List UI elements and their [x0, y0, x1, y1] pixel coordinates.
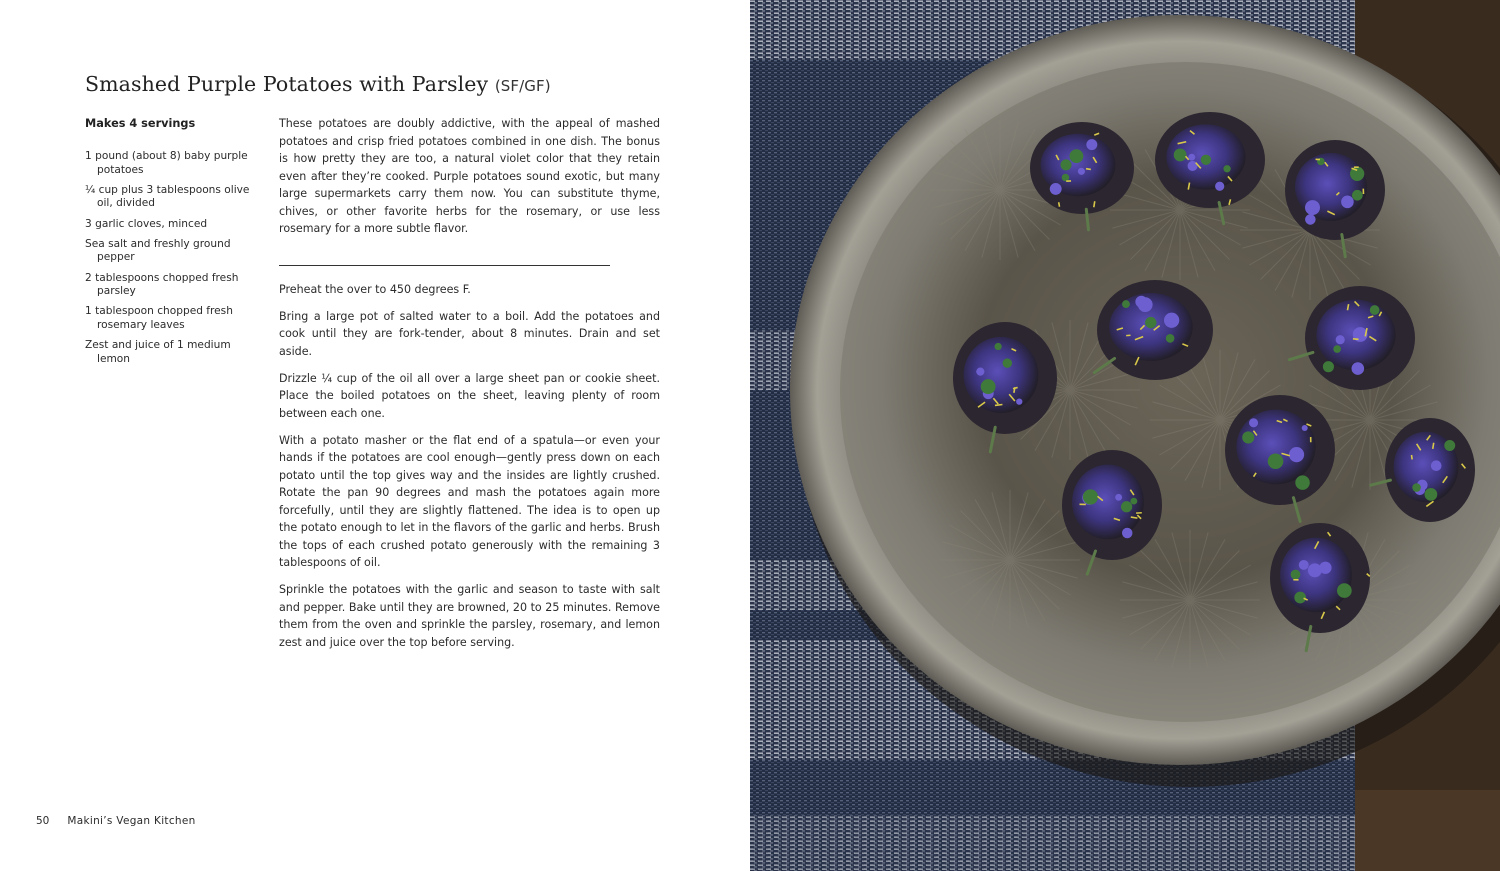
- potato-crumb: [1249, 418, 1258, 427]
- potato-crumb: [1078, 168, 1085, 175]
- potato-crumb: [1188, 154, 1195, 161]
- potato-crumb: [1305, 214, 1316, 225]
- parsley-fleck: [1121, 501, 1132, 512]
- potato-crumb: [1299, 560, 1309, 570]
- parsley-fleck: [1060, 159, 1071, 170]
- parsley-fleck: [995, 343, 1002, 350]
- potato-crumb: [1289, 447, 1304, 462]
- servings-yield: Makes 4 servings: [85, 117, 196, 130]
- lemon-zest: [1293, 579, 1298, 581]
- lemon-zest: [1316, 159, 1321, 161]
- method-step: Drizzle ¼ cup of the oil all over a large sheet pan or cookie sheet. Place the boiled potatoes on the sheet, leaving plenty of room between each one.: [279, 371, 660, 420]
- parsley-fleck: [1425, 488, 1438, 501]
- parsley-fleck: [1444, 440, 1455, 451]
- running-footer-title: Makini’s Vegan Kitchen: [67, 815, 196, 827]
- parsley-fleck: [1145, 317, 1156, 328]
- parsley-fleck: [1062, 174, 1070, 182]
- lemon-zest: [1354, 166, 1359, 168]
- rosemary-leaf: [1086, 209, 1088, 230]
- lemon-zest: [1310, 437, 1312, 442]
- potato-crumb: [976, 367, 984, 375]
- potato-crumb: [1319, 562, 1331, 574]
- potato-crumb: [1305, 200, 1320, 215]
- potato-crumb: [1164, 313, 1179, 328]
- parsley-fleck: [1352, 190, 1363, 201]
- photo-icon: [750, 0, 1500, 871]
- potato-crumb: [1431, 460, 1442, 471]
- recipe-title-text: Smashed Purple Potatoes with Parsley: [85, 72, 489, 96]
- parsley-fleck: [1201, 155, 1211, 165]
- headnote: These potatoes are doubly addictive, with the appeal of mashed potatoes and crisp fried potatoes combined in one dish. The bonus is how pretty they are too, a natural violet color that they retain even after they’re cooked. Purple potatoes sound exotic, but many large supermarkets carry them now. You can substitute thyme, chives, or other favorite herbs for the rosemary, or use less rosemary for a more subtle flavor.: [279, 117, 660, 235]
- potato-flesh: [1236, 410, 1315, 485]
- parsley-fleck: [1083, 489, 1098, 504]
- potato-crumb: [1302, 425, 1308, 431]
- parsley-fleck: [1122, 300, 1130, 308]
- method-column: [279, 115, 660, 661]
- potato-crumb: [1115, 494, 1122, 501]
- parsley-fleck: [1337, 583, 1352, 598]
- parsley-fleck: [1223, 165, 1230, 172]
- ingredient-item: 3 garlic cloves, minced: [85, 217, 208, 230]
- lemon-zest: [1362, 189, 1364, 194]
- potato-crumb: [1122, 528, 1132, 538]
- ingredient-item: Sea salt and freshly ground pepper: [85, 237, 231, 264]
- parsley-fleck: [1242, 431, 1254, 443]
- parsley-fleck: [1003, 358, 1012, 367]
- parsley-fleck: [1166, 334, 1175, 343]
- potato-crumb: [1016, 398, 1022, 404]
- recipe-title: [85, 72, 551, 96]
- potato-crumb: [1352, 362, 1365, 375]
- potato-crumb: [1341, 196, 1354, 209]
- method-step: With a potato masher or the flat end of a spatula—or even your hands if the potatoes are cool enough—gently press down on each potato until the top gives way and the insides are lightly crushed. Rotate the pan 90 degrees and mash the potatoes again more forcefully, until they are slightly flattened. The idea is to open up the potato enough to let in the flavors of the garlic and herbs. Brush the tops of each crushed potato generously with the remaining 3 tablespoons of oil.: [279, 433, 660, 569]
- parsley-fleck: [1412, 483, 1421, 492]
- ingredient-item: 1 pound (about 8) baby purple potatoes: [85, 150, 248, 176]
- ingredient-item: 2 tablespoons chopped fresh parsley: [85, 271, 239, 298]
- method-step: Sprinkle the potatoes with the garlic and season to taste with salt and pepper. Bake until they are browned, 20 to 25 minutes. Remove them from the oven and sprinkle the parsley, rosemary, and lemon zest and juice over the top before serving.: [279, 583, 660, 649]
- potato-crumb: [1336, 335, 1345, 344]
- method-step: Preheat the over to 450 degrees F.: [279, 282, 471, 296]
- parsley-fleck: [1294, 592, 1306, 604]
- diet-tag: (SF/GF): [494, 77, 551, 95]
- parsley-fleck: [1370, 305, 1380, 315]
- lemon-zest: [1080, 504, 1086, 506]
- parsley-fleck: [1323, 361, 1334, 372]
- ingredient-item: 1 tablespoon chopped fresh rosemary leaves: [85, 305, 233, 331]
- method-step: Bring a large pot of salted water to a boil. Add the potatoes and cook until they are fork-tender, about 8 minutes. Drain and set aside.: [279, 309, 660, 358]
- parsley-fleck: [1295, 475, 1309, 489]
- potato-crumb: [1215, 182, 1224, 191]
- divider-rule: [279, 265, 610, 266]
- potato-crumb: [1135, 296, 1147, 308]
- parsley-fleck: [1130, 498, 1137, 505]
- ingredient-list: [85, 150, 250, 366]
- page-footer: [36, 815, 196, 827]
- potato-crumb: [1308, 563, 1322, 577]
- page-number: 50: [36, 815, 50, 827]
- parsley-fleck: [1291, 570, 1301, 580]
- lemon-zest: [1066, 180, 1071, 182]
- parsley-fleck: [1268, 453, 1284, 469]
- ingredient-item: Zest and juice of 1 medium lemon: [85, 339, 231, 365]
- ingredients-column: [85, 117, 250, 373]
- ingredient-item: ¼ cup plus 3 tablespoons olive oil, divided: [85, 183, 250, 210]
- potato-crumb: [1086, 139, 1097, 150]
- food-photo: [750, 0, 1500, 871]
- parsley-fleck: [1174, 149, 1187, 162]
- parsley-fleck: [1070, 149, 1084, 163]
- parsley-fleck: [981, 379, 996, 394]
- potato-crumb: [1050, 183, 1062, 195]
- parsley-fleck: [1333, 345, 1341, 353]
